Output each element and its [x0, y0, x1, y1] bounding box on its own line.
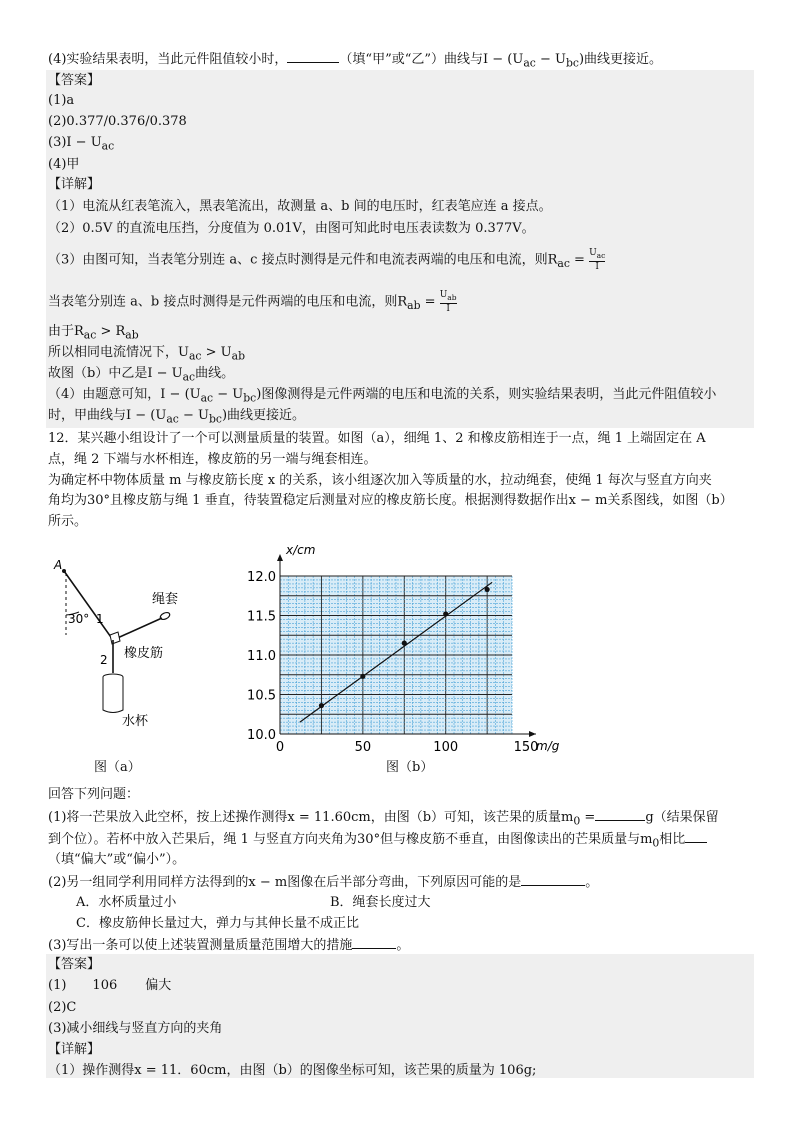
detail-header: 【详解】 [48, 177, 101, 192]
a1-label: (1) [48, 978, 67, 993]
label-rope-1: 1 [96, 612, 104, 626]
q12-line-2: 点，绳 2 下端与水杯相连，橡皮筋的另一端与绳套相连。 [48, 452, 377, 467]
fraction-num [440, 290, 457, 304]
q3-end: 。 [396, 938, 410, 953]
answer2-2: (2)C [48, 1000, 77, 1015]
anchor-point [62, 569, 66, 573]
detail-1: （1）电流从红表笔流入，黑表笔流出，故测量 a、b 间的电压时，红表笔应连 a 接点。 [48, 199, 552, 214]
y-tick-label: 10.5 [247, 688, 276, 704]
num-sub: ab [447, 292, 457, 302]
option-c[interactable]: C．橡皮筋伸长量过大，弹力与其伸长量不成正比 [76, 916, 359, 931]
q12-line-5: 所示。 [48, 514, 88, 529]
a3-sub: ac [101, 139, 115, 153]
answer-blank[interactable] [685, 830, 707, 843]
rubber-band [113, 618, 162, 640]
a1-value-1: 106 [92, 978, 118, 993]
d3-text: （3）由图可知，当表笔分别连 a、c 接点时测得是元件和电流表两端的电压和电流，则R [48, 252, 558, 268]
d9-sub: bc [208, 412, 222, 426]
a1-value-2: 偏大 [145, 978, 172, 993]
d8-text: （4）由题意可知，I − (U [48, 387, 201, 402]
q4-sub: ac [523, 56, 536, 70]
fraction-den: I [595, 261, 599, 272]
y-tick-label: 11.0 [247, 649, 276, 664]
q1a-text: (1)将一芒果放入此空杯，按上述操作测得x = 11.60cm，由图（b）可知，该芒果的质量m [48, 810, 574, 825]
data-point [402, 641, 407, 646]
label-rope-2: 2 [100, 653, 108, 667]
answer2-1 [48, 977, 171, 995]
answer-4: (4)甲 [48, 157, 80, 172]
question-3 [48, 936, 409, 955]
answer-blank[interactable] [521, 873, 585, 886]
q1b-sub: 0 [652, 836, 660, 850]
d7-sub: ac [182, 370, 196, 384]
question-1a [48, 808, 719, 831]
option-a[interactable]: A．水杯质量过小 [76, 895, 177, 910]
d5-mid: > R [96, 324, 126, 339]
rope-1 [64, 571, 113, 640]
answer-2: (2)0.377/0.376/0.378 [48, 114, 187, 129]
d4-sub: ab [407, 299, 421, 312]
d7-text: 故图（b）中乙是I − U [48, 366, 183, 381]
q1a-eq: = [580, 810, 596, 825]
q1a-sub: 0 [573, 814, 581, 828]
q1b-text: 到个位）。若杯中放入芒果后，绳 1 与竖直方向夹角为30°但与橡皮筋不垂直，由图像读出的芒果质量与m [48, 832, 653, 847]
detail-4: 当表笔分别连 a、b 接点时测得是元件两端的电压和电流，则$R_{ab}$ = $U_{ab}$ I [48, 290, 457, 314]
option-b[interactable]: B．绳套长度过大 [330, 895, 431, 910]
label-cup: 水杯 [122, 714, 149, 729]
x-tick-label: 0 [275, 740, 285, 755]
rope-loop [159, 611, 171, 621]
d3-sub: ac [557, 257, 570, 270]
answer-header: 【答案】 [48, 73, 101, 88]
q1b-end: 相比 [659, 832, 686, 847]
answer-blank[interactable] [595, 808, 645, 821]
d8-sub: ac [200, 391, 214, 405]
q12-line-4: 角均为30°且橡皮筋与绳 1 垂直，待装置稳定后测量对应的橡皮筋长度。根据测得数据作出x − m关系图线，如图（b） [48, 493, 733, 508]
q2-text: (2)另一组同学利用同样方法得到的x − m图像在后半部分弯曲，下列原因可能的是 [48, 875, 522, 890]
x-axis-arrow [529, 731, 536, 737]
x-axis-label: m/g [536, 739, 560, 753]
num-sub: ac [596, 250, 606, 260]
q12-line-3: 为确定杯中物体质量 m 与橡皮筋长度 x 的关系，该小组逐次加入等质量的水，拉动绳套，使绳 1 每次与竖直方向夹 [48, 473, 712, 488]
d6-mid: > U [201, 345, 232, 360]
detail-3: （3）由图可知，当表笔分别连 a、c 接点时测得是元件和电流表两端的电压和电流，则$R_{ac}$ = $U_{ac}$ I [48, 248, 606, 272]
answer2-header: 【答案】 [48, 957, 101, 972]
label-rubber-band: 橡皮筋 [124, 646, 164, 661]
d5-sub: ab [125, 328, 139, 342]
figure-b-caption: 图（b） [386, 760, 434, 775]
answer2-detail-1: （1）操作测得x = 11．60cm，由图（b）的图像坐标可知，该芒果的质量为 106g; [48, 1063, 537, 1078]
answer-blank[interactable] [287, 50, 339, 63]
y-axis-label: x/cm [286, 543, 316, 557]
q4-end: )曲线更接近。 [578, 52, 663, 67]
label-loop: 绳套 [152, 592, 179, 607]
questions-intro: 回答下列问题： [48, 787, 140, 802]
d7-end: 曲线。 [195, 366, 235, 381]
fraction [440, 290, 457, 314]
data-point [443, 611, 448, 616]
d9-sub: ac [166, 412, 179, 426]
q4-sub: bc [565, 56, 579, 70]
num-text: U [589, 248, 597, 258]
fraction [589, 248, 605, 272]
figure-a [40, 555, 240, 735]
q3-text: (3)写出一条可以使上述装置测量质量范围增大的措施 [48, 938, 353, 953]
detail-5 [48, 323, 139, 345]
q4-mid: − U [535, 52, 566, 67]
figure-a-caption: 图（a） [94, 760, 141, 775]
d9-end: )曲线更接近。 [221, 408, 306, 423]
figure-b-chart [240, 540, 570, 765]
y-tick-label: 11.5 [247, 609, 276, 625]
question-1c: （填“偏大”或“偏小”）。 [48, 852, 186, 867]
q12-line-1: 12．某兴趣小组设计了一个可以测量质量的装置。如图（a），细绳 1、2 和橡皮筋相连于一点，绳 1 上端固定在 A [48, 431, 706, 446]
y-tick-label: 10.0 [247, 728, 276, 743]
fraction-num [589, 248, 605, 262]
detail-2: （2）0.5V 的直流电压挡，分度值为 0.01V，由图可知此时电压表读数为 0.377V。 [48, 221, 535, 236]
x-tick-label: 50 [354, 740, 372, 755]
d5-text: 由于R [48, 324, 84, 339]
answer-blank[interactable] [352, 936, 396, 949]
d4-text: 当表笔分别连 a、b 接点时测得是元件两端的电压和电流，则R [48, 294, 408, 310]
answer-1: (1)a [48, 93, 75, 108]
label-A: A [54, 558, 63, 572]
data-point [485, 587, 490, 592]
data-point [360, 674, 365, 679]
q2-end: 。 [585, 875, 599, 890]
x-tick-label: 100 [433, 740, 459, 755]
detail-6 [48, 344, 245, 366]
d6-text: 所以相同电流情况下，U [48, 345, 189, 360]
water-cup [103, 677, 123, 713]
detail-8 [48, 386, 716, 408]
d8-end: )图像测得是元件两端的电压和电流的关系，则实验结果表明，当此元件阻值较小 [256, 387, 717, 402]
answer-3 [48, 134, 114, 156]
right-angle-mark [110, 632, 120, 644]
d6-sub: ac [188, 349, 202, 363]
d8-sub: bc [243, 391, 257, 405]
q1a-tail: g（结果保留 [645, 810, 719, 825]
d9-text: 时，甲曲线与I − (U [48, 408, 167, 423]
num-text: U [439, 290, 448, 300]
y-tick-label: 12.0 [247, 570, 276, 585]
data-point [319, 703, 324, 708]
d8-mid: − U [213, 387, 244, 402]
x-tick-label: 150 [513, 740, 539, 755]
d9-mid: − U [178, 408, 209, 423]
answer2-detail-header: 【详解】 [48, 1042, 101, 1057]
detail-9 [48, 407, 305, 429]
answer-section-2 [46, 954, 754, 1078]
d5-sub: ac [83, 328, 97, 342]
d6-sub: ab [231, 349, 246, 363]
question-1b [48, 830, 707, 853]
question-2 [48, 873, 598, 892]
a3-text: (3)I − U [48, 135, 102, 150]
label-angle: 30° [68, 612, 90, 626]
answer2-3: (3)减小细线与竖直方向的夹角 [48, 1021, 223, 1036]
q4-tail: （填“甲”或“乙”）曲线与I − (U [339, 52, 524, 67]
q4-text: (4)实验结果表明，当此元件阻值较小时， [48, 52, 288, 67]
detail-7 [48, 365, 234, 387]
y-axis-arrow [277, 554, 283, 561]
fraction-den: I [446, 303, 450, 314]
